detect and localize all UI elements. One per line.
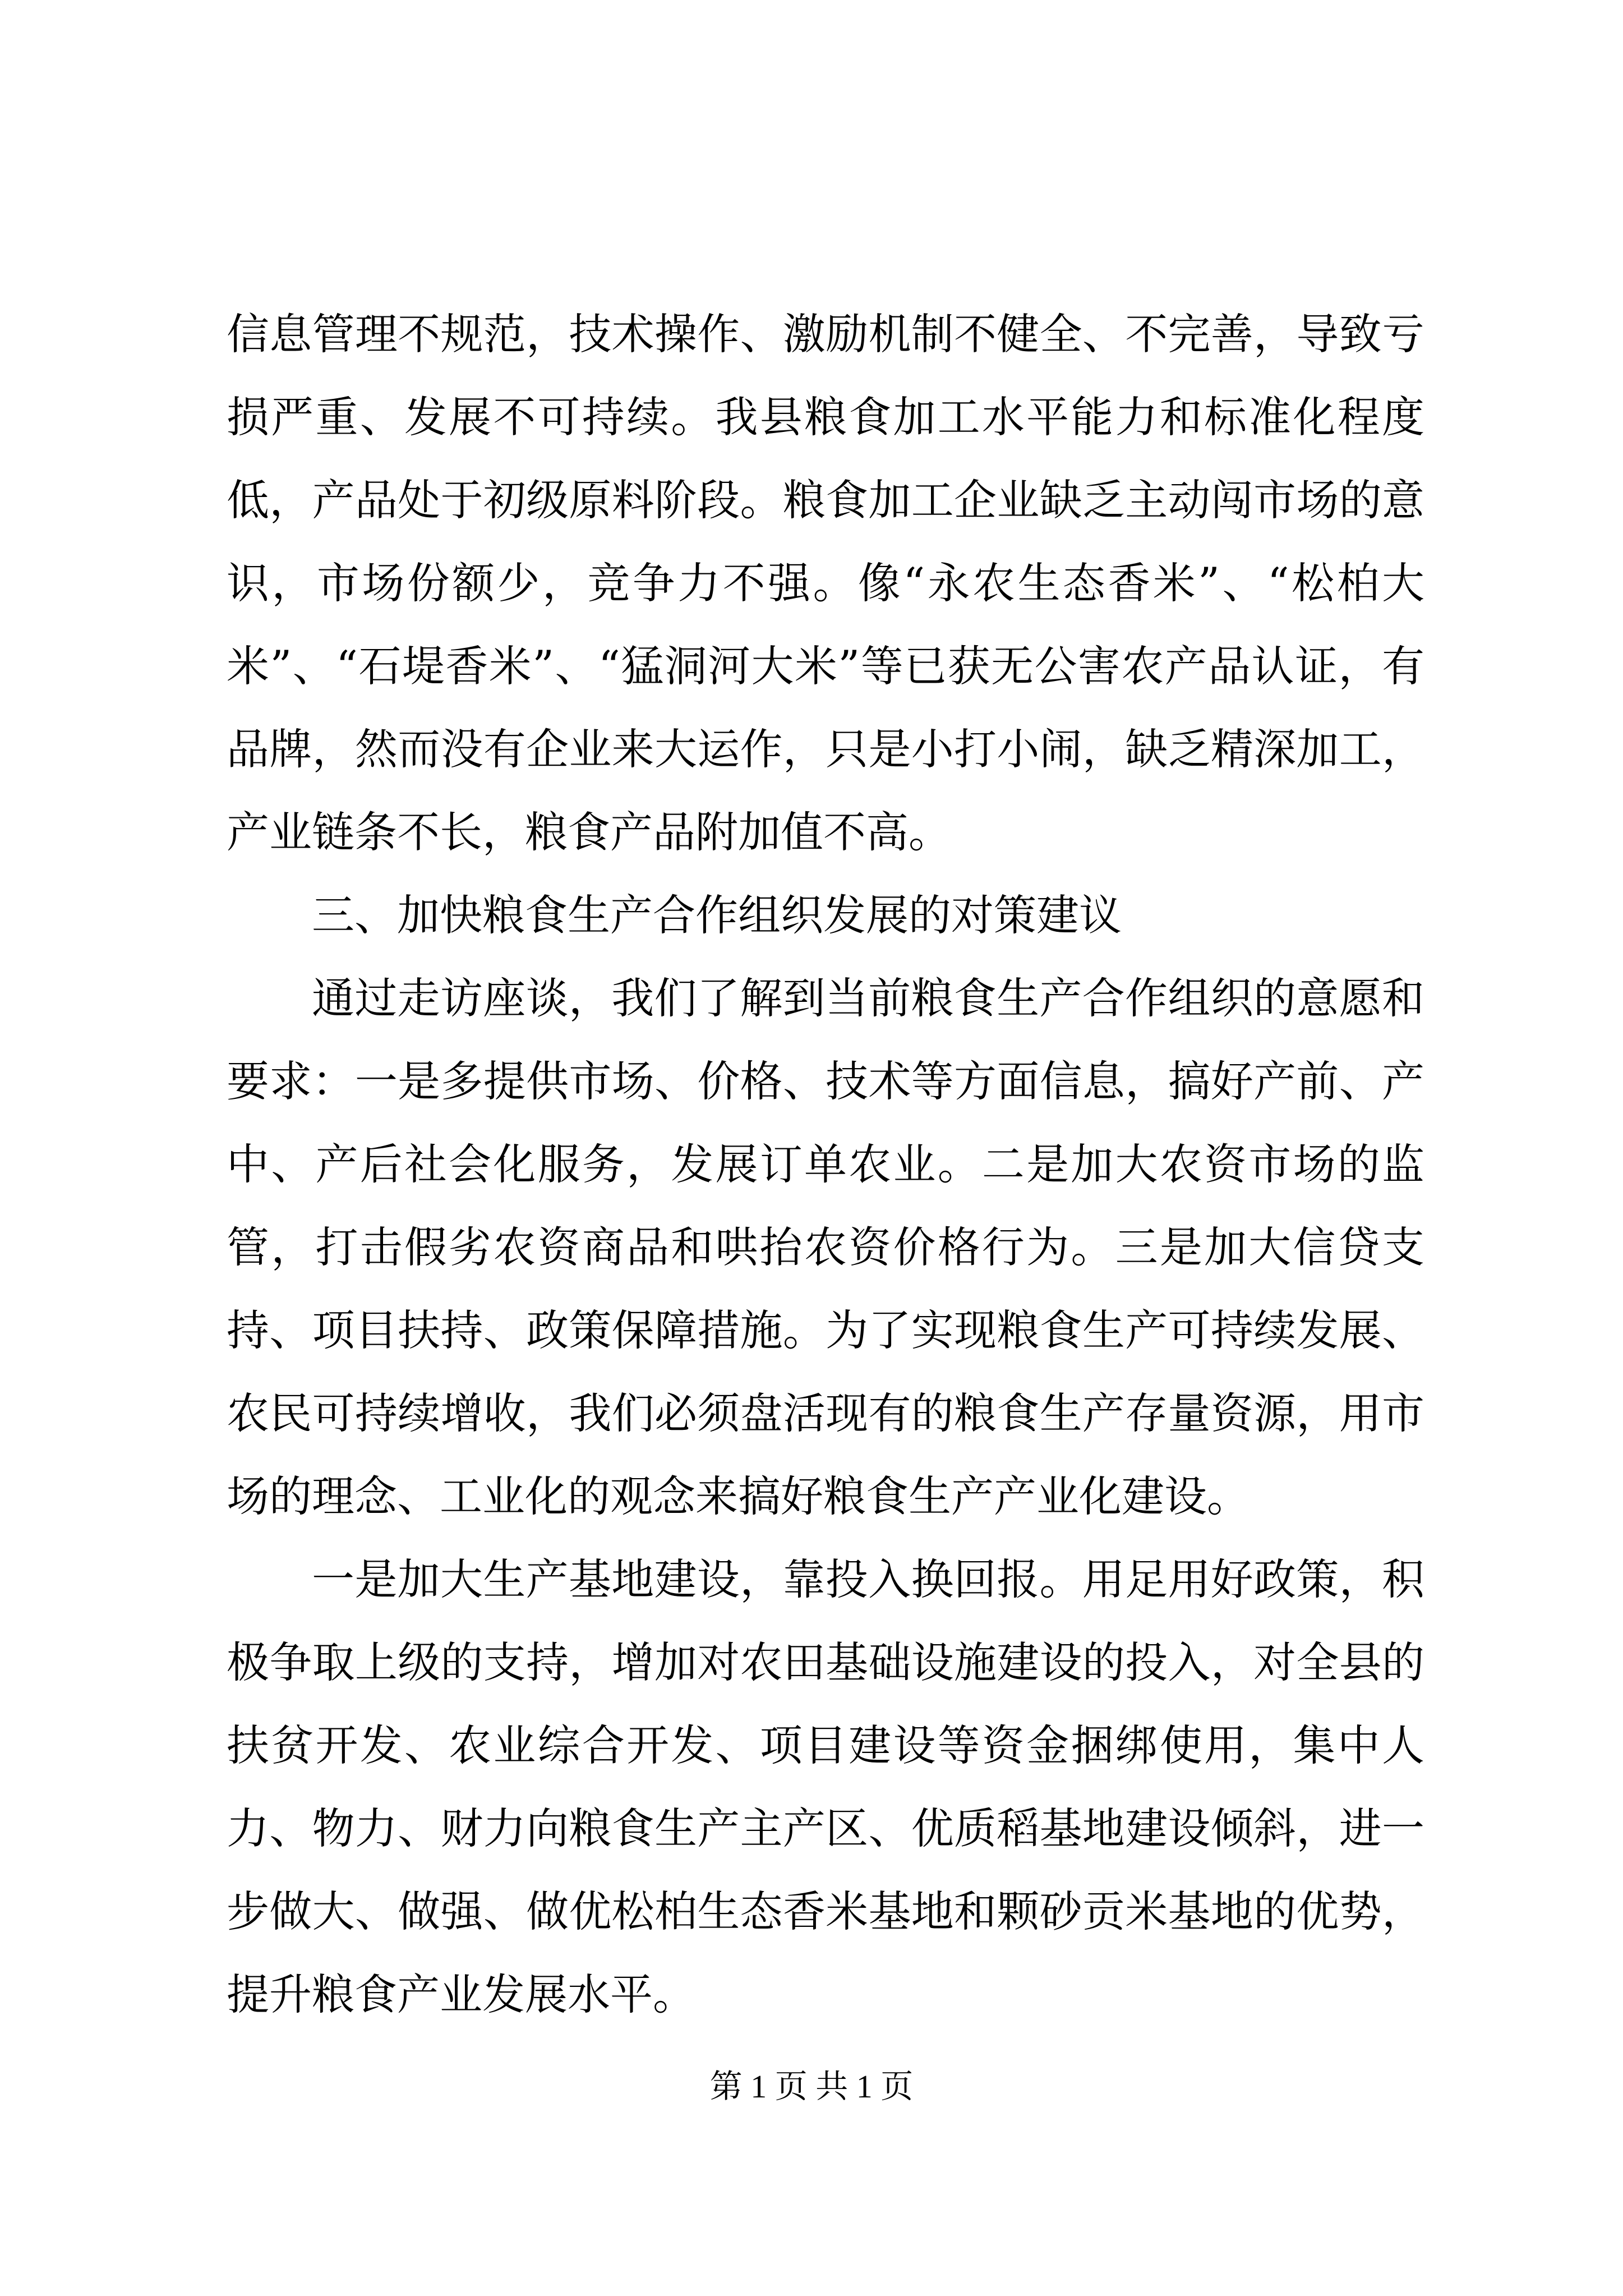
page-footer: 第 1 页 共 1 页 bbox=[709, 2068, 914, 2105]
paragraph-continued: 信息管理不规范，技术操作、激励机制不健全、不完善，导致亏损严重、发展不可持续。我县粮食加工水平能力和标准化程度低，产品处于初级原料阶段。粮食加工企业缺乏主动闯市场的意识，市场份额少，竞争力不强。像“永农生态香米”、“松柏大米”、“石堤香米”、“猛洞河大米”等已获无公害农产品认证，有品牌，然而没有企业来大运作，只是小打小闹，缺乏精深加工，产业链条不长，粮食产品附加值不高。 bbox=[227, 309, 1424, 857]
paragraph-base-construction: 一是加大生产基地建设，靠投入换回报。用足用好政策，积极争取上级的支持，增加对农田基础设施建设的投入，对全县的扶贫开发、农业综合开发、项目建设等资金捆绑使用，集中人力、物力、财力向粮食生产主产区、优质稻基地建设倾斜，进一步做大、做强、做优松柏生态香米基地和颗砂贡米基地的优势，提升粮食产业发展水平。 bbox=[227, 1554, 1424, 2019]
section-heading: 三、加快粮食生产合作组织发展的对策建议 bbox=[312, 890, 1122, 940]
document-body bbox=[227, 293, 1424, 2036]
paragraph-survey-findings: 通过走访座谈，我们了解到当前粮食生产合作组织的意愿和要求：一是多提供市场、价格、技术等方面信息，搞好产前、产中、产后社会化服务，发展订单农业。二是加大农资市场的监管，打击假劣农资商品和哄抬农资价格行为。三是加大信贷支持、项目扶持、政策保障措施。为了实现粮食生产可持续发展、农民可持续增收，我们必须盘活现有的粮食生产存量资源，用市场的理念、工业化的观念来搞好粮食生产产业化建设。 bbox=[227, 973, 1424, 1521]
